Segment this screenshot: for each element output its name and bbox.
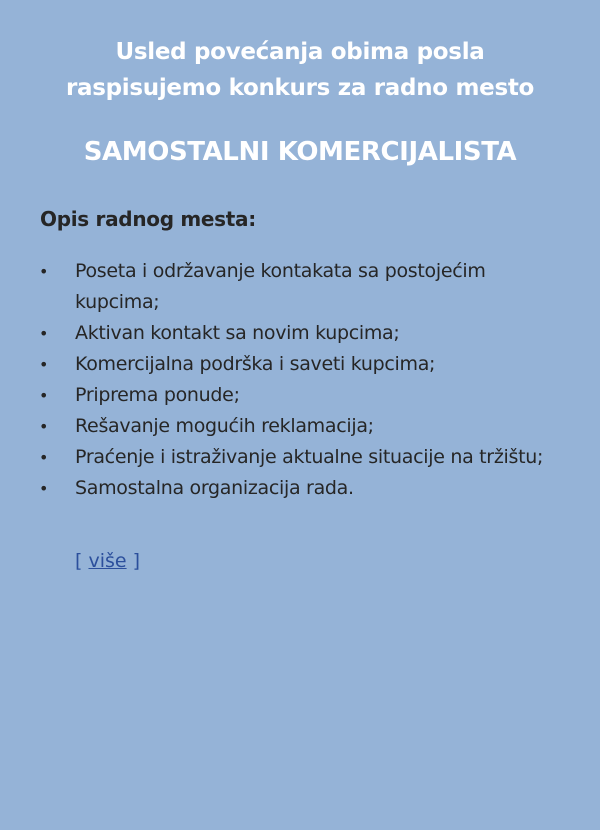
duty-text: Priprema ponude; bbox=[75, 384, 240, 406]
job-duties-list bbox=[34, 256, 564, 504]
more-open-bracket: [ bbox=[75, 550, 83, 572]
position-title: SAMOSTALNI KOMERCIJALISTA bbox=[83, 137, 517, 167]
duty-text: Komercijalna podrška i saveti kupcima; bbox=[75, 353, 436, 375]
duty-item bbox=[34, 411, 564, 442]
duty-text: Aktivan kontakt sa novim kupcima; bbox=[75, 322, 400, 344]
duty-item bbox=[34, 380, 564, 411]
duty-item bbox=[34, 256, 564, 318]
bullet-icon: • bbox=[39, 386, 49, 405]
bullet-icon: • bbox=[39, 324, 49, 343]
duty-text: Praćenje i istraživanje aktualne situacije na tržištu; bbox=[75, 446, 544, 468]
more-link[interactable]: više bbox=[88, 550, 127, 572]
more-link-container bbox=[75, 546, 140, 577]
duty-text: Samostalna organizacija rada. bbox=[75, 477, 354, 499]
duty-item bbox=[34, 442, 564, 473]
duty-text: Poseta i održavanje kontakata sa postojećim kupcima; bbox=[75, 260, 486, 313]
duty-item bbox=[34, 349, 564, 380]
duty-item bbox=[34, 473, 564, 504]
bullet-icon: • bbox=[39, 417, 49, 436]
intro-line-1: Usled povećanja obima posla bbox=[115, 39, 485, 65]
duty-text: Rešavanje mogućih reklamacija; bbox=[75, 415, 374, 437]
job-description-heading: Opis radnog mesta: bbox=[40, 207, 256, 231]
intro-line-2: raspisujemo konkurs za radno mesto bbox=[65, 75, 535, 101]
bullet-icon: • bbox=[39, 448, 49, 467]
bullet-icon: • bbox=[39, 479, 49, 498]
bullet-icon: • bbox=[39, 355, 49, 374]
bullet-icon: • bbox=[39, 262, 49, 281]
intro-text bbox=[0, 34, 600, 106]
duty-item bbox=[34, 318, 564, 349]
more-close-bracket: ] bbox=[132, 550, 141, 572]
